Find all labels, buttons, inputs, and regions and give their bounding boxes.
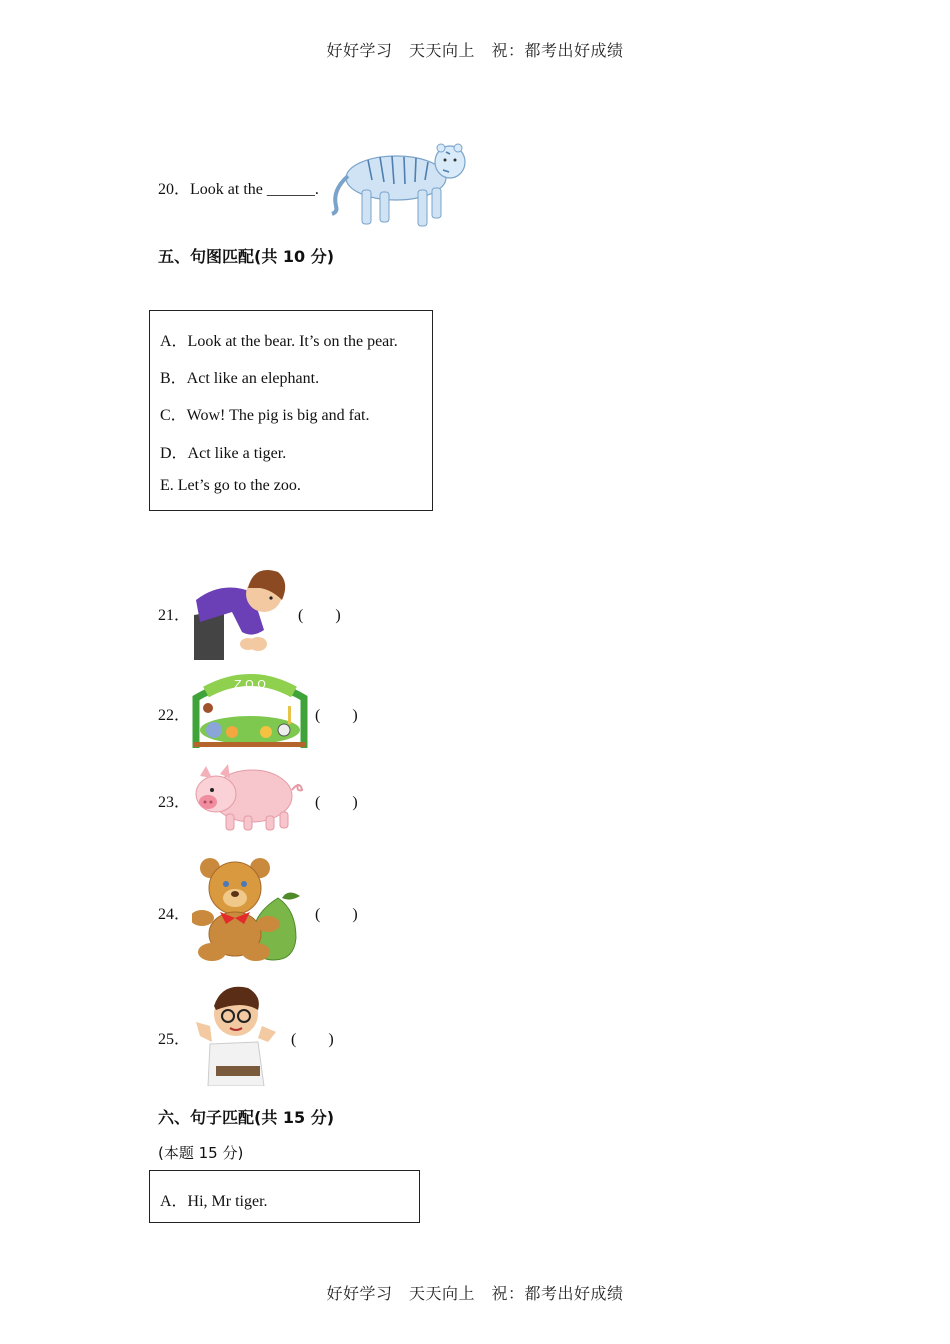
section-6-title: 六、句子匹配(共 15 分) <box>158 1108 335 1127</box>
page-footer: 好好学习 天天向上 祝：都考出好成绩 <box>326 1284 624 1303</box>
svg-text:Z O O: Z O O <box>234 678 266 691</box>
option-c: C．Wow! The pig is big and fat. <box>160 407 370 424</box>
options-box <box>149 310 433 511</box>
item-21-number: 21． <box>158 607 191 624</box>
zoo-gate-illustration <box>192 672 308 750</box>
answer-blank-22[interactable]: ( ) <box>315 707 358 724</box>
sentence-options-box <box>149 1170 420 1223</box>
answer-blank-23[interactable]: ( ) <box>315 794 358 811</box>
answer-blank-21[interactable]: ( ) <box>298 607 341 624</box>
boy-bending-illustration <box>192 560 292 662</box>
boy-tiger-pose-illustration <box>192 982 278 1086</box>
item-22-number: 22． <box>158 707 191 724</box>
option-a: A．Look at the bear. It’s on the pear. <box>160 333 398 350</box>
page-header: 好好学习 天天向上 祝：都考出好成绩 <box>326 41 624 60</box>
teddy-bear-pear-illustration <box>192 858 304 962</box>
option-e: E. Let’s go to the zoo. <box>160 477 301 494</box>
question-text: Look at the ______. <box>190 181 319 198</box>
question-number: 20． <box>158 181 191 198</box>
question-20 <box>158 176 319 199</box>
option-d: D．Act like a tiger. <box>160 445 287 462</box>
answer-blank-24[interactable]: ( ) <box>315 906 358 923</box>
section-6-note: (本题 15 分) <box>158 1144 244 1162</box>
item-24-number: 24． <box>158 906 191 923</box>
sentence-option-a: A．Hi, Mr tiger. <box>160 1193 268 1210</box>
item-23-number: 23． <box>158 794 191 811</box>
pig-illustration <box>192 762 304 834</box>
tiger-illustration <box>328 140 470 232</box>
answer-blank-25[interactable]: ( ) <box>291 1031 334 1048</box>
section-5-title: 五、句图匹配(共 10 分) <box>158 247 335 266</box>
option-b: B．Act like an elephant. <box>160 370 320 387</box>
item-25-number: 25． <box>158 1031 191 1048</box>
